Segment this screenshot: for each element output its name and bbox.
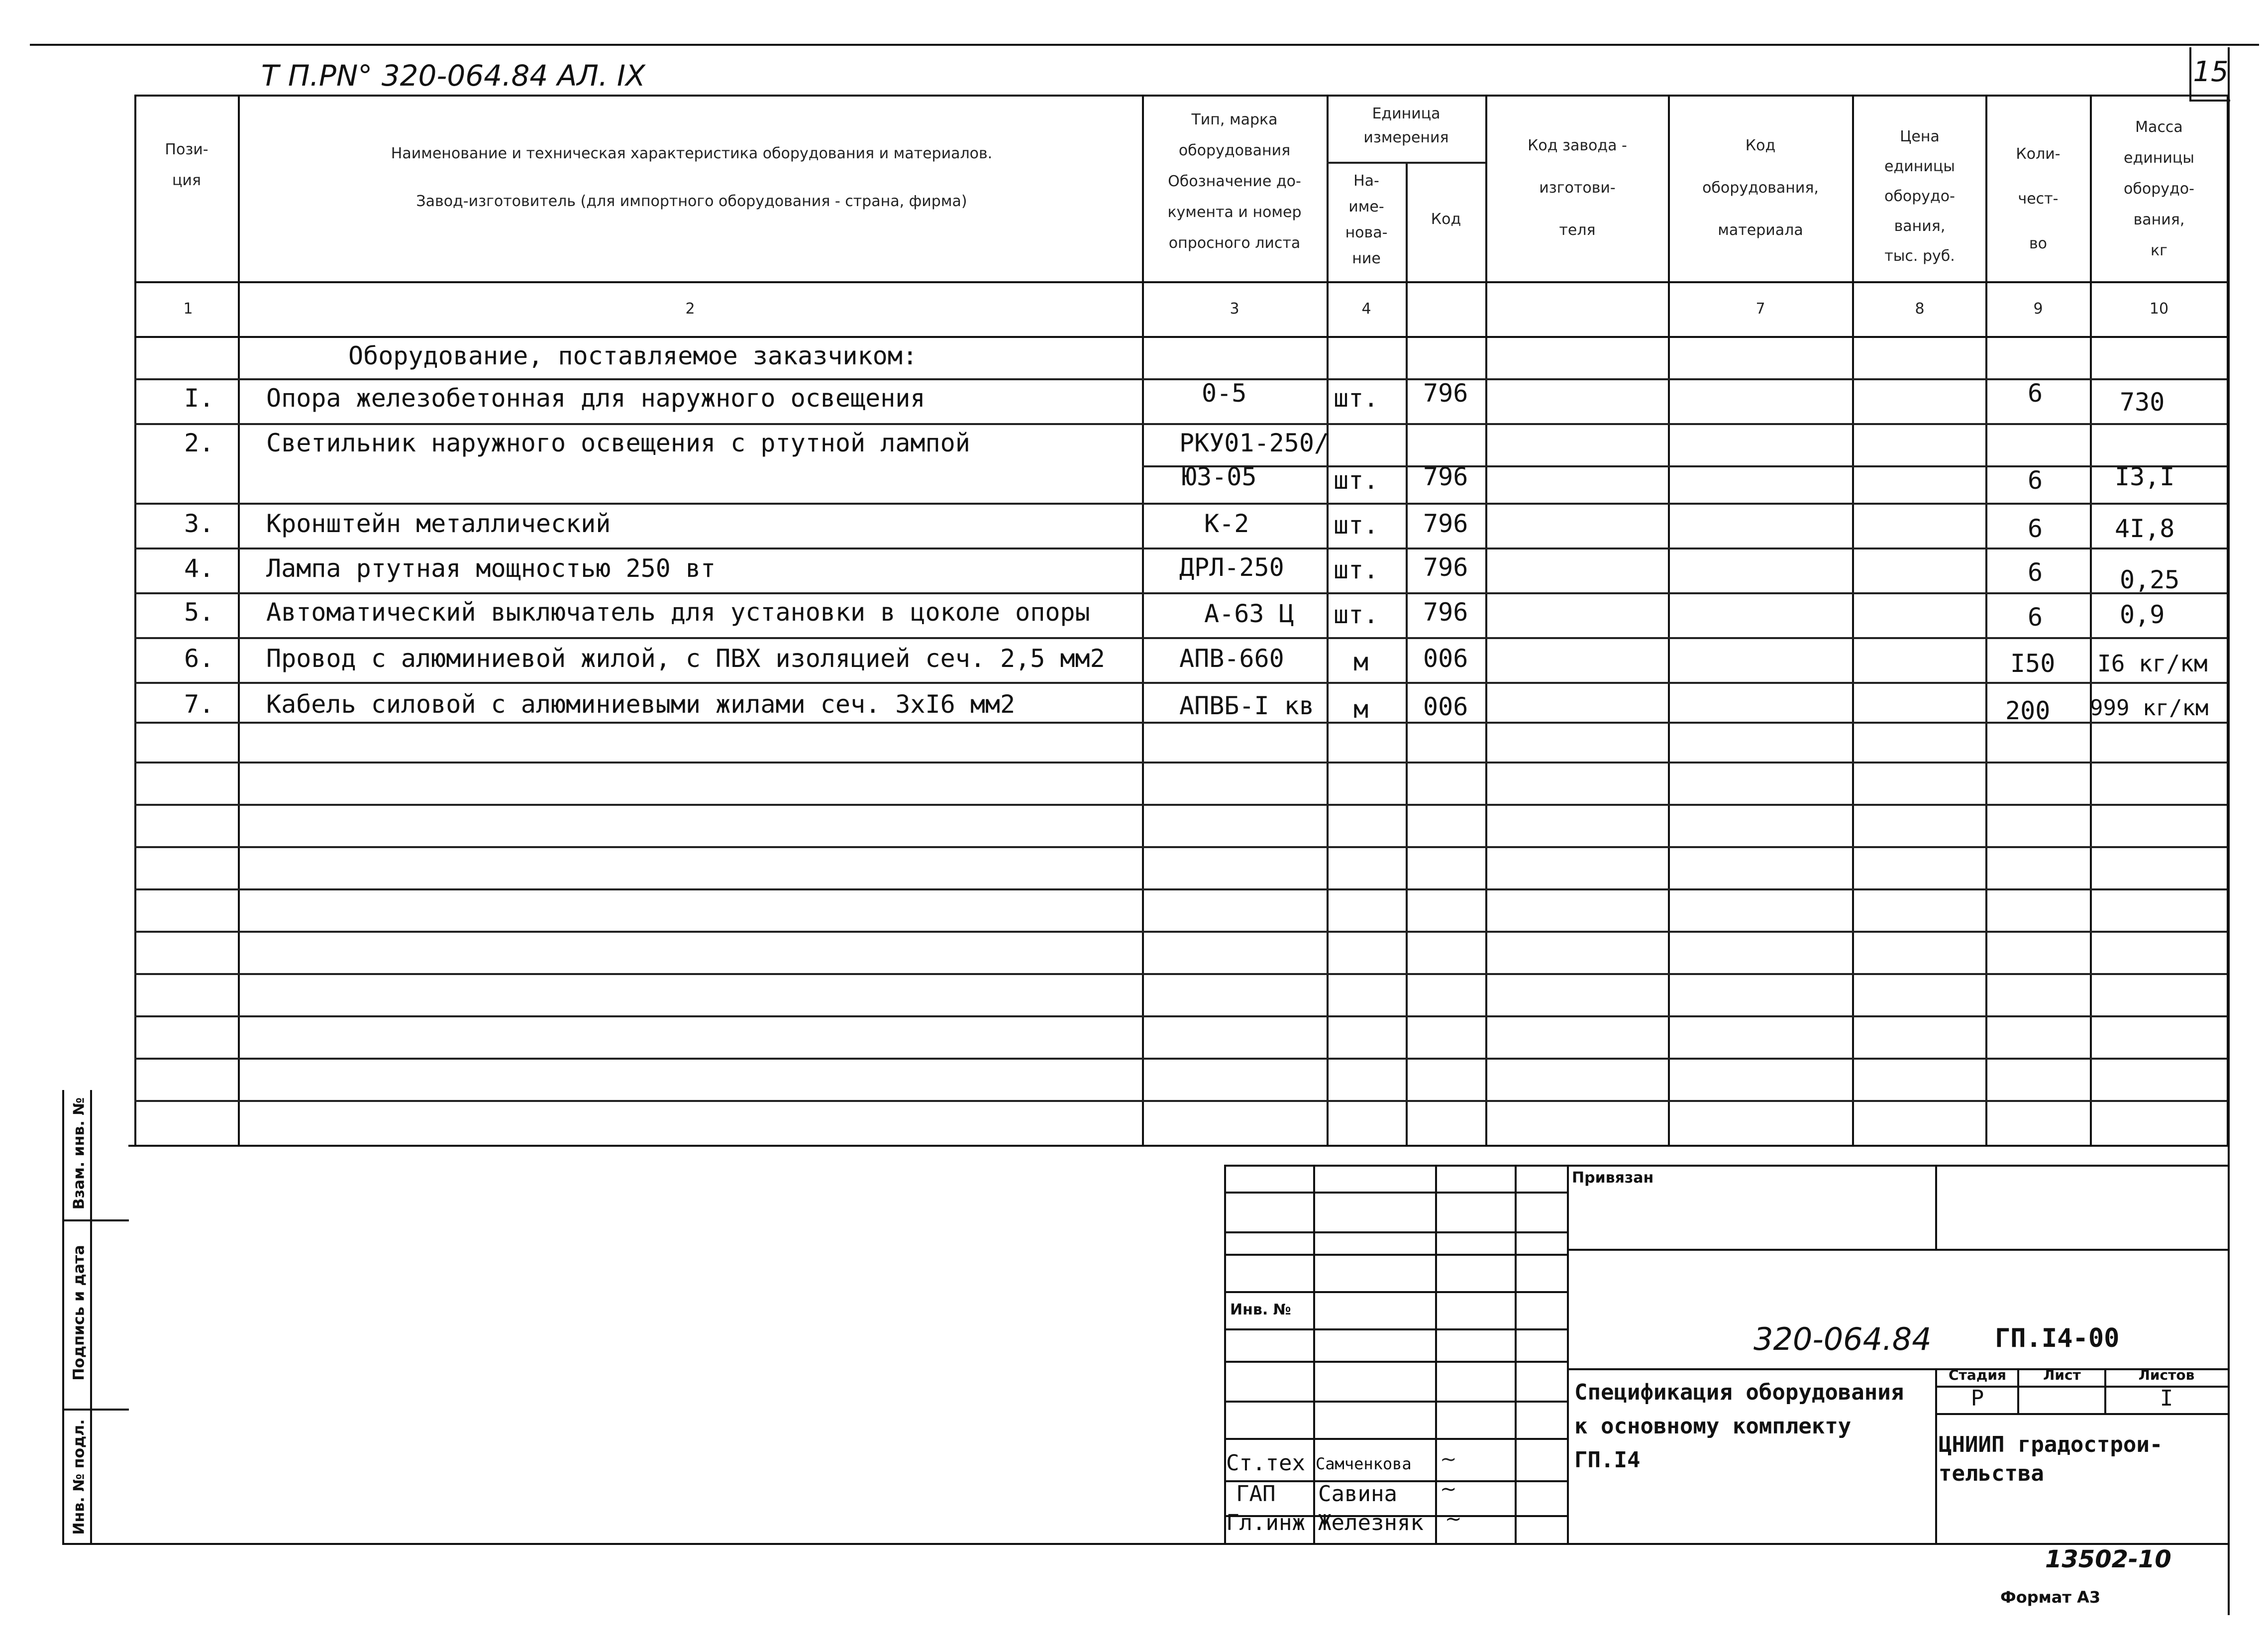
- table-row-3-type: К-2: [1204, 509, 1249, 538]
- signer-name-1: Самченкова: [1316, 1454, 1412, 1473]
- col-line-9: [2090, 95, 2092, 1145]
- col-header-name: Наименование и техническая характеристика оборудования и материалов. Завод-изготовитель (для импортного оборудования - страна, фирма): [391, 145, 993, 210]
- row-line: [134, 931, 2227, 933]
- col-line-10: [2227, 95, 2229, 1145]
- col-header-equip-code: Код оборудования, материала: [1702, 137, 1819, 239]
- table-row-7-qty: 200: [2005, 696, 2051, 725]
- stage-label: Стадия: [1949, 1367, 2006, 1383]
- col-header-mass: Масса единицы оборудо- вания, кг: [2124, 118, 2194, 259]
- signer-role-2: ГАП: [1236, 1481, 1276, 1507]
- table-row-6-qty: I50: [2010, 649, 2056, 678]
- side-stamp-line: [64, 1219, 129, 1221]
- table-row-4-mass: 0,25: [2120, 565, 2180, 594]
- table-row-4-type: ДРЛ-250: [1179, 553, 1284, 582]
- tb-line: [1226, 1254, 1567, 1256]
- section-title: Оборудование, поставляемое заказчиком:: [348, 341, 918, 370]
- col-line-4: [1406, 162, 1408, 1145]
- side-stamp-divider: [90, 1090, 92, 1543]
- archive-number: 13502-10: [2045, 1545, 2171, 1573]
- tb-line: [1567, 1167, 1569, 1545]
- row-line: [134, 1100, 2227, 1102]
- doc-code: ГП.I4-00: [1995, 1323, 2120, 1353]
- signer-name-2: Савина: [1318, 1481, 1397, 1507]
- col-line-6: [1668, 95, 1670, 1145]
- col-header-qty: Коли- чест- во: [2016, 145, 2061, 252]
- col-header-price: Цена единицы оборудо- вания, тыс. руб.: [1884, 128, 1955, 265]
- row-line: [134, 888, 2227, 890]
- table-row-6-code: 006: [1423, 644, 1468, 673]
- table-row-2b-code: 796: [1423, 462, 1468, 491]
- table-row-1-unit: шт.: [1334, 384, 1379, 413]
- side-label-orig-inv: Инв. № подл.: [70, 1419, 88, 1535]
- row-line: [134, 804, 2227, 806]
- table-row-5-pos: 5.: [184, 598, 214, 627]
- signer-role-3: Гл.инж: [1226, 1510, 1305, 1535]
- table-row-3-code: 796: [1423, 509, 1468, 538]
- table-row-4-qty: 6: [2028, 558, 2043, 587]
- table-row-7-pos: 7.: [184, 690, 214, 719]
- table-row-3-name: Кронштейн металлический: [266, 509, 611, 538]
- row-line: [134, 1058, 2227, 1060]
- col-header-code: Код: [1431, 211, 1461, 228]
- table-row-7-type: АПВБ-I кв: [1179, 691, 1314, 720]
- table-row-3-pos: 3.: [184, 509, 214, 538]
- table-top-line: [134, 95, 2227, 97]
- tb-line: [1226, 1192, 1567, 1194]
- table-row-2-pos: 2.: [184, 429, 214, 457]
- tb-line: [1313, 1167, 1315, 1545]
- col-num-9: 9: [2033, 300, 2043, 318]
- table-row-7-code: 006: [1423, 692, 1468, 721]
- frame-mid-line: [128, 1145, 2228, 1147]
- table-row-4-pos: 4.: [184, 554, 214, 583]
- doc-number: 320-064.84: [1753, 1321, 1932, 1357]
- table-row-1-pos: I.: [184, 384, 214, 413]
- table-row-5-mass: 0,9: [2120, 600, 2165, 629]
- signature-2: ~: [1440, 1478, 1457, 1501]
- tb-line: [1226, 1401, 1567, 1403]
- tb-line: [1226, 1291, 1567, 1293]
- table-row-4-name: Лампа ртутная мощностью 250 вт: [266, 554, 716, 583]
- sheets-value: I: [2160, 1386, 2173, 1411]
- col-num-7: 7: [1755, 300, 1765, 318]
- table-row-4-code: 796: [1423, 553, 1468, 582]
- col-line-0: [134, 95, 136, 1145]
- tb-line: [1567, 1249, 2229, 1251]
- unit-group-line: [1327, 162, 1485, 164]
- table-row-3-unit: шт.: [1334, 511, 1379, 540]
- header-bottom-line: [134, 281, 2227, 283]
- table-row-5-unit: шт.: [1334, 600, 1379, 629]
- col-header-type: Тип, марка оборудования Обозначение до- кумента и номер опросного листа: [1167, 111, 1302, 252]
- tb-line: [1226, 1361, 1567, 1363]
- sheet-number-box: [2189, 47, 2230, 102]
- unit-group-header: Единица измерения: [1363, 105, 1449, 146]
- signature-1: ~: [1440, 1448, 1457, 1471]
- inv-no-label: Инв. №: [1230, 1301, 1291, 1318]
- table-row-2b-qty: 6: [2028, 466, 2043, 495]
- sheet-number: 15: [2193, 56, 2229, 88]
- stage-value: Р: [1970, 1386, 1984, 1411]
- col-num-8: 8: [1915, 300, 1925, 318]
- tb-line: [1515, 1167, 1517, 1545]
- sheets-label: Листов: [2138, 1367, 2195, 1383]
- table-row-5-qty: 6: [2028, 603, 2043, 632]
- signature-3: ~: [1445, 1508, 1462, 1531]
- table-row-3-mass: 4I,8: [2115, 514, 2175, 543]
- table-row-6-name: Провод с алюминиевой жилой, с ПВХ изоляцией сеч. 2,5 мм2: [266, 644, 1105, 673]
- table-row-1-code: 796: [1423, 379, 1468, 408]
- frame-top-line: [30, 44, 2259, 46]
- table-row-6-type: АПВ-660: [1179, 644, 1284, 673]
- col-line-1: [238, 95, 240, 1145]
- col-line-5: [1485, 95, 1487, 1145]
- tb-line: [1435, 1167, 1437, 1545]
- row-line: [134, 973, 2227, 975]
- format-label: Формат А3: [2000, 1588, 2101, 1607]
- doc-title: Спецификация оборудования к основному комплекту ГП.I4: [1574, 1380, 1904, 1473]
- col-header-unit: На- име- нова- ние: [1345, 172, 1388, 267]
- row-line: [134, 846, 2227, 848]
- col-num-4: 4: [1361, 300, 1371, 318]
- col-num-10: 10: [2149, 300, 2169, 318]
- signer-name-3: Железняк: [1318, 1510, 1424, 1535]
- table-row-4-unit: шт.: [1334, 555, 1379, 584]
- document-code: Т П.РN° 320-064.84 АЛ. IX: [261, 59, 645, 93]
- col-header-factory: Код завода - изготови- теля: [1528, 137, 1627, 239]
- row-line: [1142, 465, 2227, 467]
- col-num-3: 3: [1230, 300, 1239, 318]
- table-row-1-mass: 730: [2120, 388, 2165, 417]
- signer-role-1: Ст.тех: [1226, 1450, 1305, 1476]
- side-label-replace-inv: Взам. инв. №: [70, 1097, 88, 1210]
- table-row-6-pos: 6.: [184, 644, 214, 673]
- tb-line: [1226, 1438, 1567, 1440]
- table-row-7-unit: м: [1353, 695, 1369, 724]
- col-num-1: 1: [183, 300, 193, 318]
- col-num-2: 2: [685, 300, 695, 318]
- sheet-label: Лист: [2043, 1367, 2081, 1383]
- row-line: [134, 762, 2227, 764]
- tb-line: [1935, 1167, 1937, 1249]
- table-row-2b-type: Ю3-05: [1182, 462, 1257, 491]
- tb-line: [2017, 1368, 2019, 1413]
- row-line: [134, 1015, 2227, 1017]
- col-line-8: [1985, 95, 1987, 1145]
- row-line: [134, 682, 2227, 684]
- tb-line: [2104, 1368, 2106, 1413]
- table-row-6-mass: I6 кг/км: [2097, 650, 2208, 677]
- tb-line: [1226, 1231, 1567, 1233]
- tb-line: [1226, 1328, 1567, 1330]
- table-row-2b-mass: I3,I: [2115, 462, 2175, 491]
- tb-line: [1935, 1413, 2229, 1415]
- table-row-2-name: Светильник наружного освещения с ртутной лампой: [266, 429, 970, 457]
- col-line-7: [1852, 95, 1854, 1145]
- table-row-1-qty: 6: [2028, 379, 2043, 408]
- col-header-pos: Пози- ция: [165, 141, 208, 189]
- table-row-6-unit: м: [1353, 648, 1369, 676]
- privyazan-label: Привязан: [1572, 1169, 1654, 1187]
- title-block: [1224, 1165, 2229, 1545]
- side-label-signature-date: Подпись и дата: [70, 1245, 88, 1381]
- tb-line: [1935, 1368, 1937, 1545]
- table-row-1-name: Опора железобетонная для наружного освещения: [266, 384, 926, 413]
- table-row-2-type: РКУ01-250/: [1179, 429, 1330, 457]
- table-row-5-type: А-63 Ц: [1204, 599, 1294, 628]
- table-row-3-qty: 6: [2028, 514, 2043, 543]
- table-row-5-code: 796: [1423, 598, 1468, 627]
- col-line-2: [1142, 95, 1144, 1145]
- table-row-1-type: 0-5: [1202, 379, 1247, 408]
- table-row-2b-unit: шт.: [1334, 466, 1379, 495]
- organization: ЦНИИП градострои- тельства: [1939, 1432, 2163, 1486]
- table-row-7-name: Кабель силовой с алюминиевыми жилами сеч. 3хI6 мм2: [266, 690, 1016, 719]
- table-row-7-mass: 999 кг/км: [2090, 695, 2209, 721]
- side-stamp: [62, 1090, 129, 1543]
- table-row-5-name: Автоматический выключатель для установки в цоколе опоры: [266, 598, 1090, 627]
